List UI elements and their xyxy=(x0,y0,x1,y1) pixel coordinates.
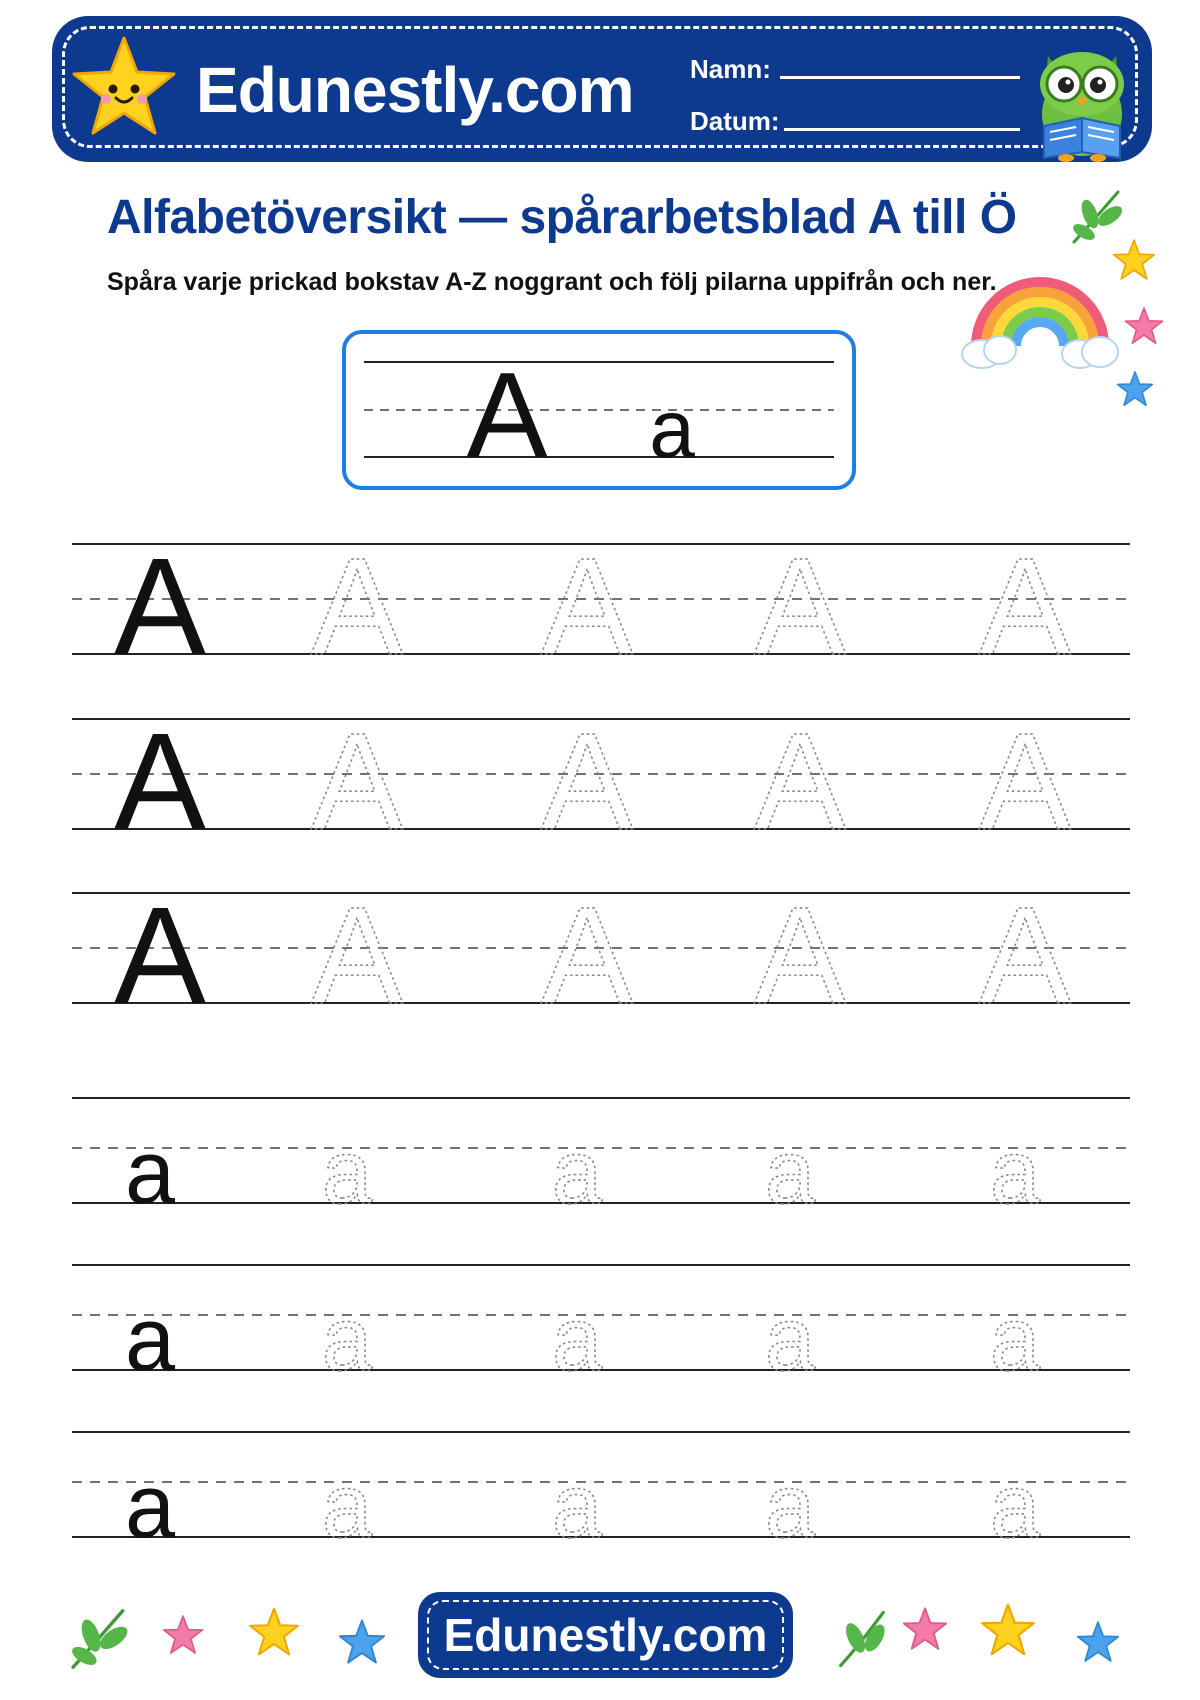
trace-letter-uppercase[interactable]: A xyxy=(540,705,634,859)
page-title: Alfabetöversikt — spårarbetsblad A till Ö xyxy=(107,191,1017,244)
trace-letter-uppercase[interactable]: A xyxy=(310,530,404,684)
date-label: Datum: xyxy=(690,106,780,136)
trace-letter-lowercase[interactable]: a xyxy=(989,1457,1041,1557)
model-letter-uppercase: A xyxy=(113,705,207,859)
trace-letter-lowercase[interactable]: a xyxy=(764,1457,816,1557)
model-letter-uppercase: A xyxy=(113,879,207,1033)
yellow-star-icon xyxy=(980,1602,1036,1658)
model-letter-uppercase: A xyxy=(113,530,207,684)
trace-letter-uppercase[interactable]: A xyxy=(310,705,404,859)
trace-letter-uppercase[interactable]: A xyxy=(753,530,847,684)
trace-letter-lowercase[interactable]: a xyxy=(764,1290,816,1390)
trace-letter-uppercase[interactable]: A xyxy=(310,879,404,1033)
blue-star-icon xyxy=(1076,1620,1120,1664)
trace-letter-lowercase[interactable]: a xyxy=(764,1123,816,1223)
trace-letter-uppercase[interactable]: A xyxy=(978,530,1072,684)
trace-letter-uppercase[interactable]: A xyxy=(978,879,1072,1033)
sample-uppercase-letter: A xyxy=(466,347,548,483)
model-letter-lowercase: a xyxy=(124,1290,176,1390)
trace-letter-lowercase[interactable]: a xyxy=(321,1123,373,1223)
leaf-sprig-icon xyxy=(64,1604,134,1674)
leaf-sprig-icon xyxy=(830,1606,896,1672)
trace-letter-lowercase[interactable]: a xyxy=(321,1457,373,1557)
sample-lowercase-letter: a xyxy=(649,384,695,475)
instruction-text: Spåra varje prickad bokstav A-Z noggrant och följ pilarna uppifrån och ner. xyxy=(107,268,997,296)
trace-letter-uppercase[interactable]: A xyxy=(540,530,634,684)
trace-letter-uppercase[interactable]: A xyxy=(540,879,634,1033)
pink-star-icon xyxy=(902,1606,948,1652)
trace-letter-uppercase[interactable]: A xyxy=(753,879,847,1033)
trace-letter-uppercase[interactable]: A xyxy=(753,705,847,859)
name-label: Namn: xyxy=(690,54,771,84)
trace-letter-uppercase[interactable]: A xyxy=(978,705,1072,859)
model-letter-lowercase: a xyxy=(124,1123,176,1223)
model-letter-lowercase: a xyxy=(124,1457,176,1557)
trace-letter-lowercase[interactable]: a xyxy=(551,1290,603,1390)
pink-star-icon xyxy=(162,1614,204,1656)
footer-site-name: Edunestly.com xyxy=(443,1609,768,1661)
trace-letter-lowercase[interactable]: a xyxy=(321,1290,373,1390)
trace-letter-lowercase[interactable]: a xyxy=(989,1290,1041,1390)
trace-letter-lowercase[interactable]: a xyxy=(989,1123,1041,1223)
trace-letter-lowercase[interactable]: a xyxy=(551,1123,603,1223)
trace-letter-lowercase[interactable]: a xyxy=(551,1457,603,1557)
yellow-star-icon xyxy=(248,1606,300,1658)
site-name: Edunestly.com xyxy=(196,54,634,126)
blue-star-icon xyxy=(338,1618,386,1666)
